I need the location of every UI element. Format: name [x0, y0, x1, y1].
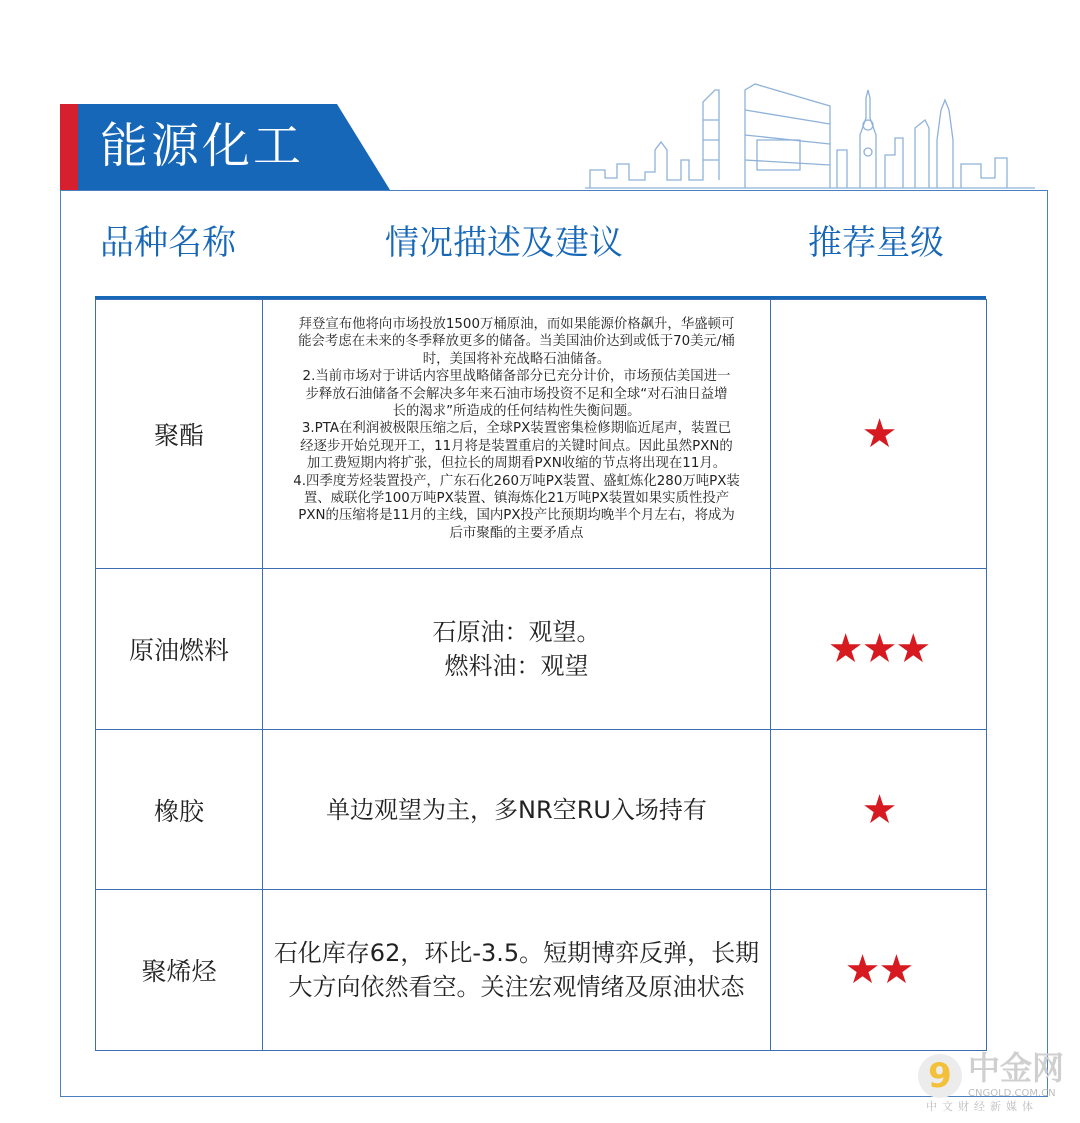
table-row [96, 569, 987, 730]
description-line: 加工费短期内将扩张，但拉长的周期看PXN收缩的节点将出现在11月。 [306, 456, 727, 472]
table-row [96, 730, 987, 890]
description-line: 经逐步开始兑现开工，11月将是装置重启的关键时间点。因此虽然PXN的 [300, 438, 733, 454]
table-row [96, 890, 987, 1051]
star-rating: ★ [771, 730, 987, 890]
description-line: 2.当前市场对于讲话内容里战略储备部分已充分计价，市场预估美国进一 [302, 369, 731, 385]
star-rating: ★ [771, 300, 987, 569]
description-line: 4.四季度芳烃装置投产，广东石化260万吨PX装置、盛虹炼化280万吨PX装 [293, 473, 740, 489]
description-line: 大方向依然看空。关注宏观情绪及原油状态 [288, 973, 745, 1001]
source-watermark [918, 1048, 1068, 1118]
variety-description [263, 300, 771, 569]
description-line: 步释放石油储备不会解决多年来石油市场投资不足和全球“对石油日益增 [305, 386, 728, 402]
banner-accent-bar [60, 104, 78, 190]
watermark-tagline: 中文财经新媒体 [926, 1100, 1038, 1113]
city-skyline-illustration [585, 80, 1035, 192]
variety-name: 橡胶 [96, 730, 263, 890]
variety-description [263, 569, 771, 730]
table-row [96, 300, 987, 569]
watermark-domain: CNGOLD.COM.CN [968, 1088, 1056, 1099]
recommendation-table [95, 299, 987, 1051]
description-line: 后市聚酯的主要矛盾点 [449, 525, 584, 541]
variety-name: 聚烯烃 [96, 890, 263, 1051]
watermark-logo-icon: 9 [918, 1054, 962, 1098]
description-line: 拜登宣布他将向市场投放1500万桶原油，而如果能源价格飙升，华盛顿可 [298, 317, 735, 332]
variety-description [263, 890, 771, 1051]
description-line: 能会考虑在未来的冬季释放更多的储备。当美国油价达到或低于70美元/桶 [298, 334, 735, 350]
header-variety-name: 品种名称 [100, 223, 236, 263]
star-rating: ★★ [771, 890, 987, 1051]
description-line: 3.PTA在利润被极限压缩之后，全球PX装置密集检修期临近尾声，装置已 [301, 421, 732, 437]
variety-name: 原油燃料 [96, 569, 263, 730]
description-line: 时，美国将补充战略石油储备。 [422, 351, 611, 367]
description-line: 置、威联化学100万吨PX装置、镇海炼化21万吨PX装置如果实质性投产 [303, 491, 730, 507]
description-line: PXN的压缩将是11月的主线，国内PX投产比预期均晚半个月左右，将成为 [298, 508, 735, 524]
section-title: 能源化工 [100, 118, 305, 174]
description-line: 长的渴求”所造成的任何结构性失衡问题。 [392, 404, 641, 420]
watermark-brand-name: 中金网 [968, 1049, 1065, 1087]
description-line: 单边观望为主，多NR空RU入场持有 [326, 795, 707, 824]
variety-description [263, 730, 771, 890]
variety-name: 聚酯 [96, 300, 263, 569]
star-rating: ★★★ [771, 569, 987, 730]
description-line: 石原油：观望。 [432, 618, 601, 646]
header-rating: 推荐星级 [808, 223, 944, 263]
description-line: 石化库存62，环比-3.5。短期博弈反弹，长期 [273, 939, 760, 967]
header-description: 情况描述及建议 [385, 223, 623, 263]
description-line: 燃料油：观望 [444, 652, 589, 680]
